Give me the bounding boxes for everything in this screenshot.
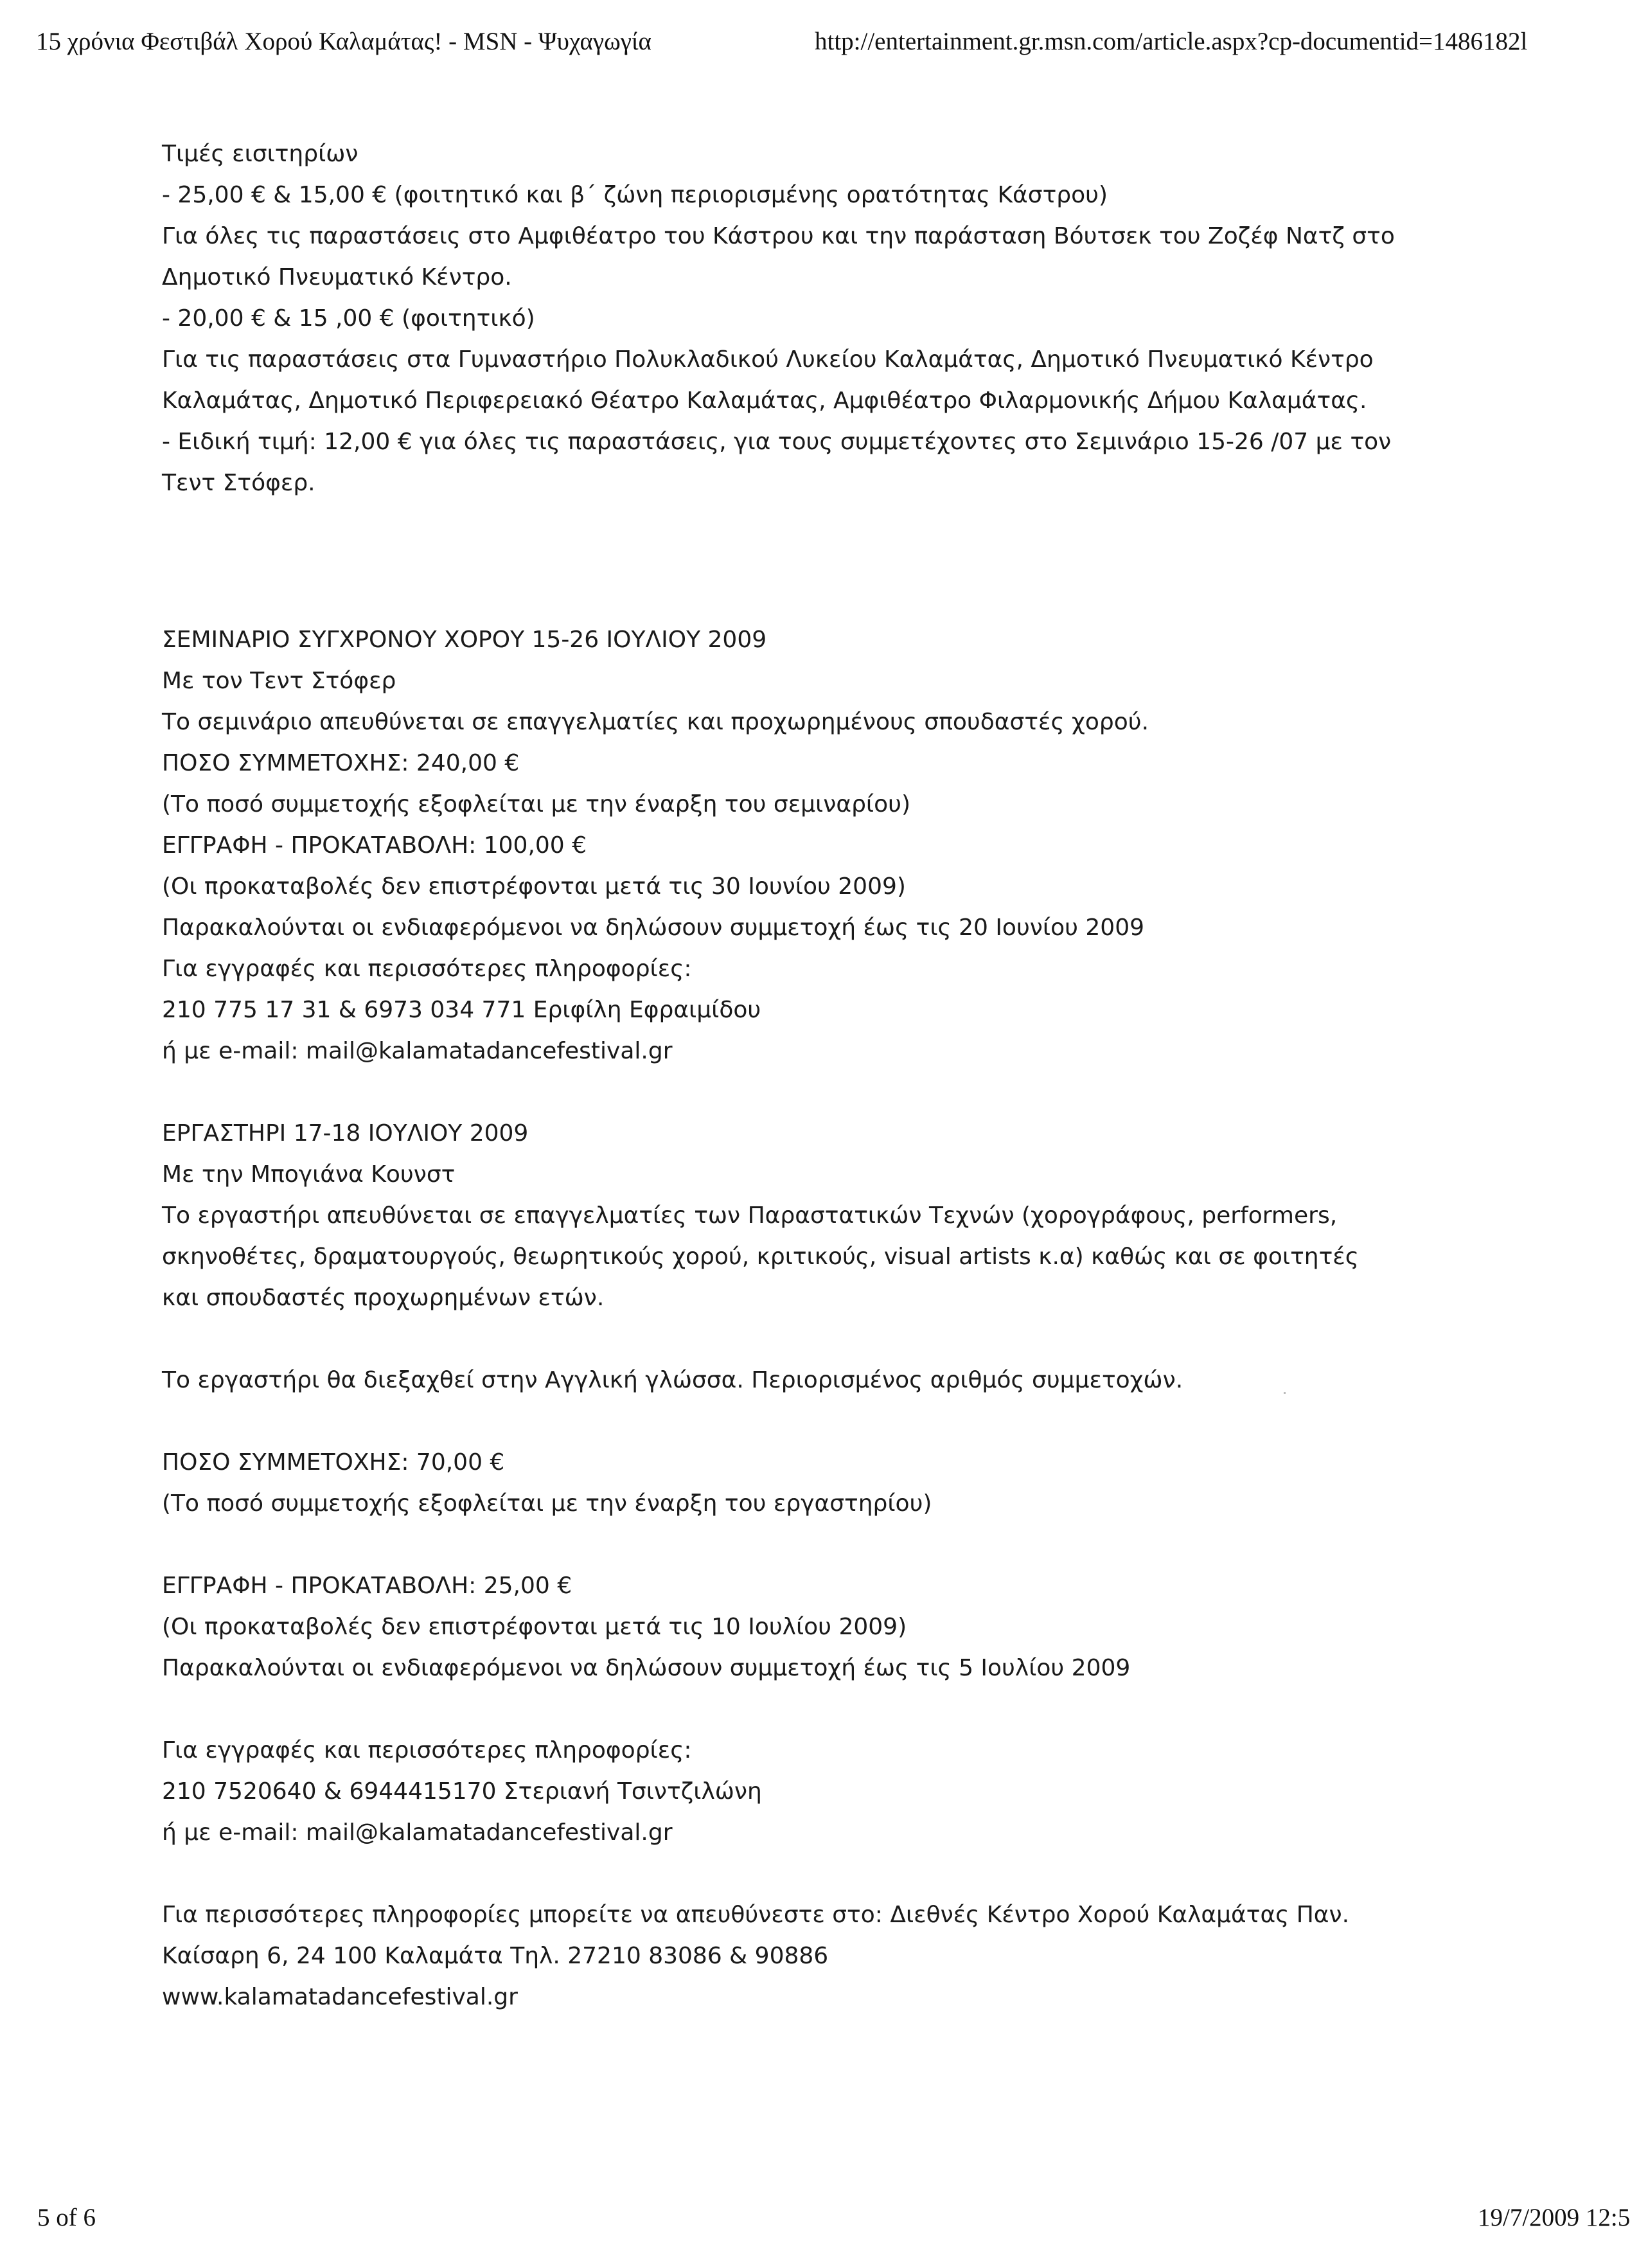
- seminar-fee-note: (Το ποσό συμμετοχής εξοφλείται με την έναρξη του σεμιναρίου): [162, 791, 911, 817]
- paragraph-spacer: [162, 1689, 1453, 1730]
- contact-line: Για περισσότερες πληροφορίες μπορείτε να απευθύνεστε στο: Διεθνές Κέντρο Χορού Καλαμάτας Παν.: [162, 1902, 1350, 1928]
- seminar-phones: 210 775 17 31 & 6973 034 771 Εριφίλη Εφραιμίδου: [162, 997, 761, 1023]
- seminar-email: ή με e-mail: mail@kalamatadancefestival.gr: [162, 1038, 673, 1064]
- ticket-prices-heading: Τιμές εισιτηρίων: [162, 141, 359, 167]
- contact-address: Καίσαρη 6, 24 100 Καλαμάτα Τηλ. 27210 83086 & 90886: [162, 1943, 829, 1969]
- workshop-section: [162, 1113, 1453, 1853]
- workshop-audience: σκηνοθέτες, δραματουργούς, θεωρητικούς χορού, κριτικούς, visual artists κ.α) καθώς και σε φοιτητές: [162, 1244, 1359, 1270]
- seminar-deposit-note: (Οι προκαταβολές δεν επιστρέφονται μετά τις 30 Ιουνίου 2009): [162, 873, 906, 900]
- ticket-price-line: - Ειδική τιμή: 12,00 € για όλες τις παραστάσεις, για τους συμμετέχοντες στο Σεμινάριο 15-26 /07 με τον: [162, 429, 1392, 455]
- page-url: http://entertainment.gr.msn.com/article.aspx?cp-documentid=1486182l: [815, 28, 1528, 55]
- page-title: 15 χρόνια Φεστιβάλ Χορού Καλαμάτας! - MSN - Ψυχαγωγία: [36, 28, 651, 55]
- print-footer: [37, 2203, 1630, 2242]
- section-spacer: [162, 504, 1453, 620]
- seminar-deposit: ΕΓΓΡΑΦΗ - ΠΡΟΚΑΤΑΒΟΛΗ: 100,00 €: [162, 832, 587, 859]
- ticket-price-line: Τεντ Στόφερ.: [162, 470, 315, 496]
- seminar-audience: Το σεμινάριο απευθύνεται σε επαγγελματίες και προχωρημένους σπουδαστές χορού.: [162, 709, 1149, 735]
- workshop-deposit-note: (Οι προκαταβολές δεν επιστρέφονται μετά τις 10 Ιουλίου 2009): [162, 1614, 907, 1640]
- paragraph-spacer: [162, 1524, 1453, 1566]
- section-spacer: [162, 1853, 1453, 1895]
- seminar-title: ΣΕΜΙΝΑΡΙΟ ΣΥΓΧΡΟΝΟΥ ΧΟΡΟΥ 15-26 ΙΟΥΛΙΟΥ 2009: [162, 627, 767, 653]
- ticket-price-line: - 25,00 € & 15,00 € (φοιτητικό και β΄ ζώνη περιορισμένης ορατότητας Κάστρου): [162, 182, 1108, 208]
- workshop-instructor: Με την Μπογιάνα Κουνστ: [162, 1161, 456, 1188]
- workshop-fee-note: (Το ποσό συμμετοχής εξοφλείται με την έναρξη του εργαστηρίου): [162, 1490, 932, 1517]
- ticket-price-line: Καλαμάτας, Δημοτικό Περιφερειακό Θέατρο Καλαμάτας, Αμφιθέατρο Φιλαρμονικής Δήμου Καλαμάτας.: [162, 388, 1367, 414]
- seminar-deadline: Παρακαλούνται οι ενδιαφερόμενοι να δηλώσουν συμμετοχή έως τις 20 Ιουνίου 2009: [162, 915, 1144, 941]
- section-spacer: [162, 1072, 1453, 1113]
- festival-website: www.kalamatadancefestival.gr: [162, 1984, 518, 2010]
- seminar-instructor: Με τον Τεντ Στόφερ: [162, 668, 396, 694]
- workshop-deadline: Παρακαλούνται οι ενδιαφερόμενοι να δηλώσουν συμμετοχή έως τις 5 Ιουλίου 2009: [162, 1655, 1131, 1681]
- ticket-price-line: Δημοτικό Πνευματικό Κέντρο.: [162, 264, 512, 290]
- paragraph-spacer: [162, 1319, 1453, 1360]
- seminar-info: Για εγγραφές και περισσότερες πληροφορίες:: [162, 956, 692, 982]
- workshop-audience: Το εργαστήρι απευθύνεται σε επαγγελματίες των Παραστατικών Τεχνών (χορογράφους, performers,: [162, 1202, 1338, 1229]
- workshop-audience: και σπουδαστές προχωρημένων ετών.: [162, 1285, 605, 1311]
- ticket-price-line: - 20,00 € & 15 ,00 € (φοιτητικό): [162, 305, 535, 332]
- print-datetime: 19/7/2009 12:5: [1478, 2204, 1630, 2231]
- workshop-title: ΕΡΓΑΣΤΗΡΙ 17-18 ΙΟΥΛΙΟΥ 2009: [162, 1120, 529, 1147]
- ticket-price-line: Για τις παραστάσεις στα Γυμναστήριο Πολυκλαδικού Λυκείου Καλαμάτας, Δημοτικό Πνευματικό Κέντρο: [162, 346, 1374, 373]
- workshop-fee: ΠΟΣΟ ΣΥΜΜΕΤΟΧΗΣ: 70,00 €: [162, 1449, 505, 1476]
- ticket-prices-section: [162, 134, 1453, 504]
- ticket-price-line: Για όλες τις παραστάσεις στο Αμφιθέατρο του Κάστρου και την παράσταση Βόυτσεκ του Ζοζέφ Νατζ στο: [162, 223, 1395, 249]
- workshop-phones: 210 7520640 & 6944415170 Στεριανή Τσιντζιλώνη: [162, 1778, 762, 1805]
- workshop-info: Για εγγραφές και περισσότερες πληροφορίες:: [162, 1737, 692, 1764]
- paragraph-spacer: [162, 1401, 1453, 1442]
- contact-section: [162, 1895, 1453, 2018]
- print-header: [36, 27, 1586, 66]
- seminar-fee: ΠΟΣΟ ΣΥΜΜΕΤΟΧΗΣ: 240,00 €: [162, 750, 520, 776]
- scan-speck: [1284, 1392, 1286, 1394]
- workshop-language: Το εργαστήρι θα διεξαχθεί στην Αγγλική γλώσσα. Περιορισμένος αριθμός συμμετοχών.: [162, 1367, 1183, 1393]
- article-body: [162, 134, 1453, 2018]
- workshop-email: ή με e-mail: mail@kalamatadancefestival.gr: [162, 1819, 673, 1846]
- workshop-deposit: ΕΓΓΡΑΦΗ - ΠΡΟΚΑΤΑΒΟΛΗ: 25,00 €: [162, 1573, 572, 1599]
- page-number: 5 of 6: [37, 2204, 96, 2231]
- seminar-section: [162, 620, 1453, 1072]
